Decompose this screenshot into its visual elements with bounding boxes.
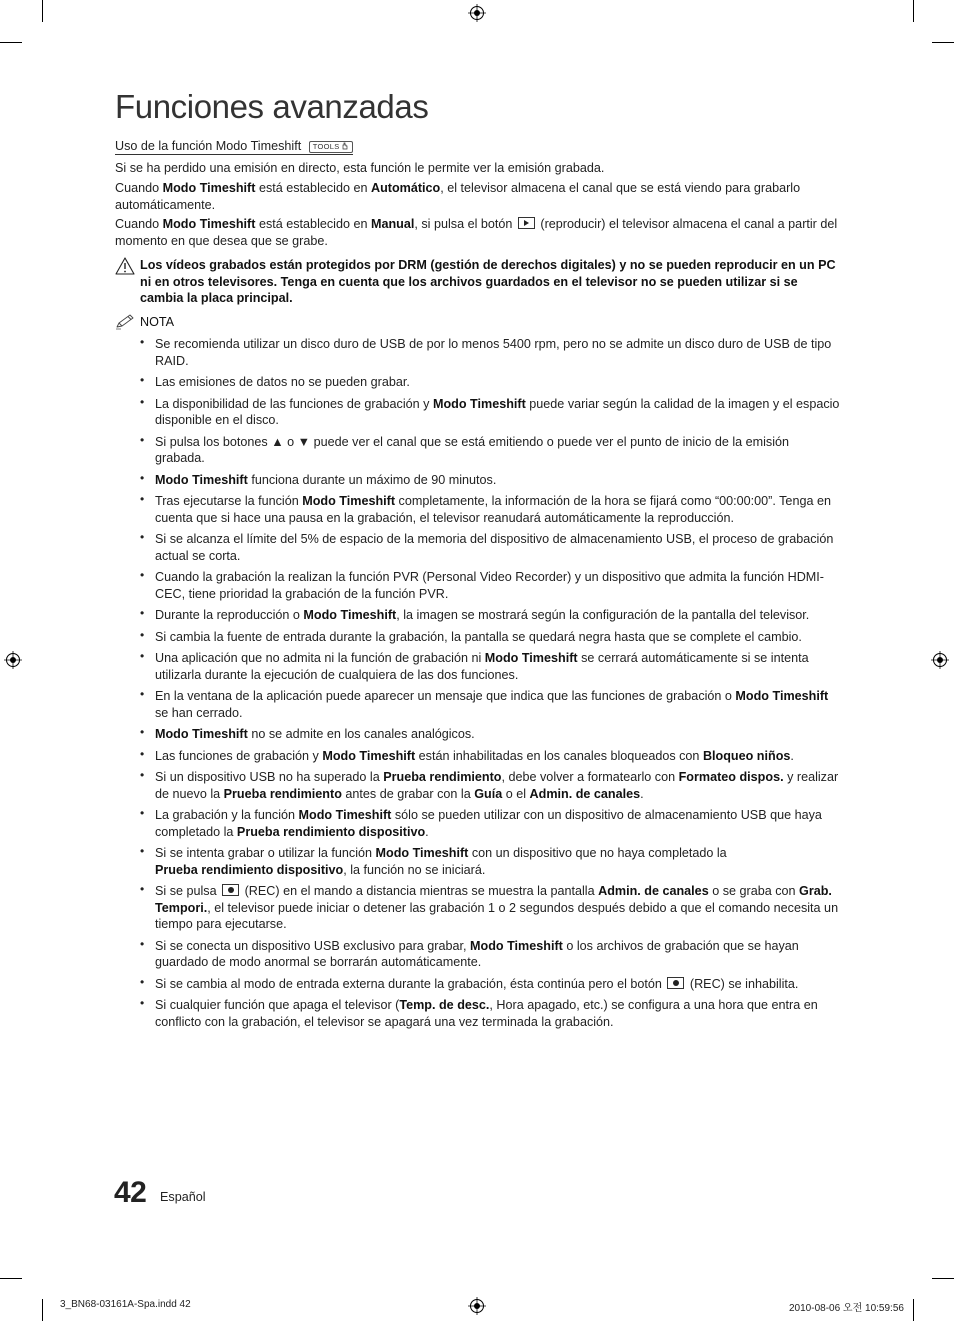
rec-button-icon [667,977,684,989]
footer-date: 2010-08-06 오전 10:59:56 [789,1303,904,1314]
text-run: se han cerrado. [155,705,243,720]
text-run: , el televisor puede iniciar o detener las grabación 1 o 2 segundos después debido a que el comando necesita un tiempo para ejecutarse. [155,900,839,931]
text-run: está establecido en [255,217,371,231]
list-item [140,607,840,624]
text-run: (REC) se inhabilita. [686,976,799,991]
list-item [140,976,840,993]
warning-text: Los vídeos grabados están protegidos por DRM (gestión de derechos digitales) y no se pueden reproducir en un PC ni en otros televisores. Tenga en cuenta que los archivos guardados en el televisor no se pueden utilizar si se cambia la placa principal. [140,258,836,305]
list-item [140,938,840,971]
bold-term: Prueba rendimiento [383,770,502,784]
bold-term: Formateo dispos. [678,770,784,784]
page-title: Funciones avanzadas [115,88,429,125]
text-run: Si se intenta grabar o utilizar la función [155,846,376,860]
text-run: (reproducir) el televisor almacena el canal a partir del momento en que desea que se grabe. [115,217,838,248]
list-item [140,883,840,933]
tools-hand-icon [341,142,349,150]
crop-mark [0,1278,22,1279]
text-run: Si un dispositivo USB no ha superado la [155,770,384,784]
page-language: Español [160,1190,206,1204]
page-number: 42 [114,1176,147,1209]
intro-paragraph-2 [115,180,840,213]
text-run: , la función no se iniciará. [343,862,486,877]
list-item [140,493,840,526]
bold-term: Temp. de desc. [399,998,490,1012]
bold-term: Admin. de canales [598,884,709,898]
bold-term: Modo Timeshift [432,396,526,411]
text-run: sólo se pueden utilizar con un dispositivo de almacenamiento USB que haya completado la [155,808,822,839]
text-run: están inhabilitadas en los canales bloqueados con [415,748,703,763]
text-run: y realizar de nuevo la [155,770,839,801]
text-run: se cerrará automáticamente si se intenta utilizarla durante la ejecución de cualquiera de las dos funciones. [155,651,809,682]
text-run: con un dispositivo que no haya completado la [468,846,727,860]
bold-term: Modo Timeshift [484,651,578,665]
text-run: Se recomienda utilizar un disco duro de USB de por lo menos 5400 rpm, pero no se admite un disco duro de USB de tipo RAID. [155,337,832,368]
text-run: Si se cambia al modo de entrada externa durante la grabación, ésta continúa pero el botón [155,976,666,991]
text-run: Cuando [115,217,163,231]
bold-term: Guía [474,786,503,801]
bold-term: Modo Timeshift [298,808,392,822]
bold-term: Modo Timeshift [303,608,397,622]
list-item [140,396,840,429]
registration-mark-icon [931,651,949,669]
list-item [140,748,840,765]
list-item [140,726,840,743]
list-item [140,374,840,391]
list-item [140,434,840,467]
bold-term: Prueba rendimiento dispositivo [236,824,426,839]
text-run: completamente, la información de la hora se fijará como “00:00:00”. Tenga en cuenta que si hace una pausa en la grabación, el televisor reanudará automáticamente la reproducción. [155,494,831,525]
crop-mark [932,42,954,43]
crop-mark [913,0,914,22]
text-run: Una aplicación que no admita ni la función de grabación ni [155,651,485,665]
text-run: Si cualquier función que apaga el televisor ( [155,998,400,1012]
bold-term: Automático [370,181,441,195]
intro-paragraph-1: Si se ha perdido una emisión en directo, esta función le permite ver la emisión grabada. [115,161,605,175]
intro-paragraph-3 [115,216,840,249]
text-run: , Hora apagado, etc.) se configura a una hora que entra en conflicto con la grabación, el televisor se apagará una vez terminada la grabación. [155,998,818,1029]
crop-mark [42,1299,43,1321]
text-run: o el [502,786,530,801]
bold-term: Modo Timeshift [302,494,396,508]
text-run: Si pulsa los botones ▲ o ▼ puede ver el canal que se está emitiendo o puede ver el punto de inicio de la emisión grabada. [155,434,790,465]
bold-term: Prueba rendimiento dispositivo [155,862,344,877]
bold-term: Bloqueo niños [702,748,791,763]
bold-term: Modo Timeshift [735,689,829,703]
footer-file: 3_BN68-03161A-Spa.indd 42 [60,1299,191,1310]
list-item [140,997,840,1030]
list-item [140,845,840,878]
text-run: . [640,786,644,801]
list-item [140,472,840,489]
bold-term: Grab. Tempori. [155,884,832,915]
text-run: no se admite en los canales analógicos. [247,727,475,741]
bold-term: Modo Timeshift [162,217,256,231]
list-item [140,650,840,683]
text-run: puede variar según la calidad de la imagen y el espacio disponible en el disco. [155,396,840,427]
text-run: (REC) en el mando a distancia mientras se muestra la pantalla [241,884,599,898]
list-item [140,769,840,802]
text-run: Si cambia la fuente de entrada durante la grabación, la pantalla se quedará negra hasta que se complete el cambio. [155,629,802,644]
note-list [140,336,840,1035]
text-run: o los archivos de grabación que se hayan guardado de modo anormal se borrarán automáticamente. [155,938,799,969]
list-item [140,807,840,840]
registration-mark-icon [468,4,486,22]
crop-mark [42,0,43,22]
text-run: funciona durante un máximo de 90 minutos. [247,472,497,487]
text-run: La grabación y la función [155,808,299,822]
note-label: NOTA [140,315,175,329]
registration-mark-icon [468,1297,486,1315]
list-item [140,336,840,369]
text-run: Durante la reproducción o [155,608,304,622]
text-run: Si se alcanza el límite del 5% de espacio de la memoria del dispositivo de almacenamiento USB, el proceso de grabación actual se corta. [155,532,834,563]
text-run: . [425,824,429,839]
text-run: Las emisiones de datos no se pueden grabar. [155,375,410,389]
list-item [140,688,840,721]
bold-term: Prueba rendimiento [223,786,342,801]
text-run: , la imagen se mostrará según la configuración de la pantalla del televisor. [396,608,810,622]
text-run: está establecido en [255,181,371,195]
text-run: , el televisor almacena el canal que se está viendo para grabarlo automáticamente. [115,181,801,212]
bold-term: Modo Timeshift [375,846,469,860]
bold-term: Modo Timeshift [155,472,248,487]
section-heading [115,139,353,155]
list-item [140,531,840,564]
warning-triangle-icon [115,257,135,275]
text-run: Las funciones de grabación y [155,748,323,763]
text-run: Si se pulsa [155,884,221,898]
bold-term: Admin. de canales [529,786,641,801]
bold-term: Modo Timeshift [470,938,563,953]
text-run: La disponibilidad de las funciones de grabación y [155,396,433,411]
text-run: Cuando [115,181,163,195]
rec-button-icon [222,884,239,896]
text-run: Cuando la grabación la realizan la función PVR (Personal Video Recorder) y un dispositivo que admita la función HDMI-CEC, tiene prioridad la grabación de la función PVR. [155,570,824,601]
bold-term: Modo Timeshift [155,727,248,741]
bold-term: Modo Timeshift [162,181,256,195]
play-button-icon [518,217,535,229]
list-item [140,629,840,646]
text-run: Si se conecta un dispositivo USB exclusivo para grabar, [155,938,471,953]
text-run: . [790,748,794,763]
text-run: o se graba con [708,884,800,898]
text-run: Tras ejecutarse la función [155,494,303,508]
text-run: , debe volver a formatearlo con [501,770,679,784]
pencil-note-icon [115,314,137,330]
registration-mark-icon [4,651,22,669]
crop-mark [932,1278,954,1279]
crop-mark [0,42,22,43]
bold-term: Manual [370,217,415,231]
section-heading-text: Uso de la función Modo Timeshift [115,139,302,153]
bold-term: Modo Timeshift [322,748,416,763]
tools-badge-label: TOOLS [312,142,340,151]
tools-badge [309,141,353,153]
text-run: , si pulsa el botón [414,217,516,231]
text-run: antes de grabar con la [341,786,475,801]
list-item [140,569,840,602]
text-run: En la ventana de la aplicación puede aparecer un mensaje que indica que las funciones de grabación o [155,689,736,703]
crop-mark [913,1299,914,1321]
